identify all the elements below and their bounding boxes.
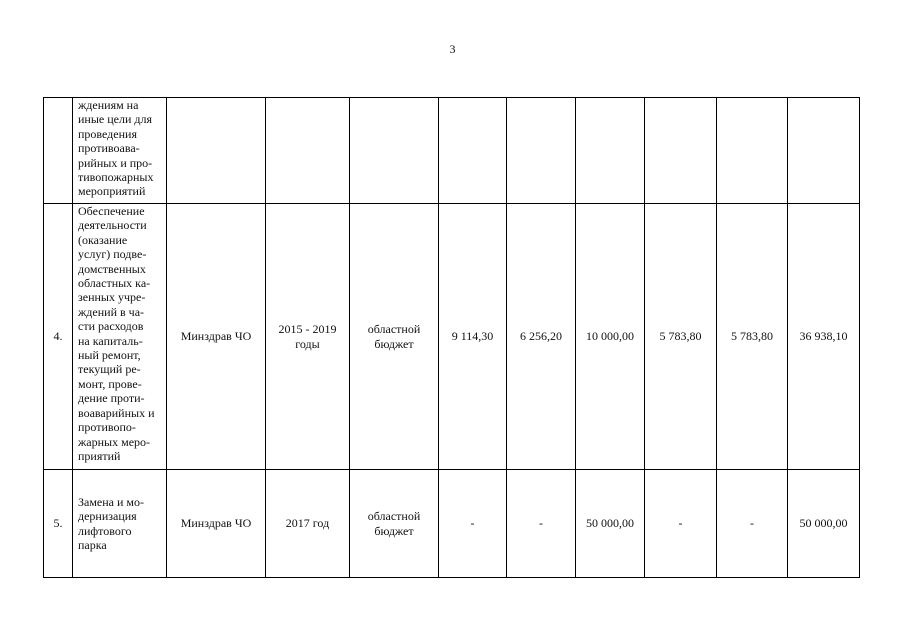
funding-source-cell — [350, 204, 439, 470]
total-amount-cell — [788, 98, 860, 204]
amount-cell: 10 000,00 — [576, 204, 645, 470]
amount-cell: - — [507, 470, 576, 578]
description-line: деятельности — [78, 218, 147, 233]
description-line: тивопожарных — [78, 170, 154, 185]
table-row — [44, 204, 860, 470]
description-line: иные цели для — [78, 112, 153, 127]
description-line: дернизация — [78, 509, 137, 524]
description-line: воаварийных и — [78, 405, 155, 420]
row-number-cell: 5. — [44, 470, 73, 578]
description-cell — [73, 98, 167, 204]
description-line: монт, прове- — [78, 376, 142, 391]
funding-source-line: бюджет — [374, 523, 414, 538]
total-amount-cell: 50 000,00 — [788, 470, 860, 578]
description-line: проведения — [78, 126, 137, 141]
funding-source-cell — [350, 98, 439, 204]
description-line: на капиталь- — [78, 333, 143, 348]
description-line: Замена и мо- — [78, 494, 145, 509]
period-line: 2017 год — [285, 516, 330, 531]
period-line: годы — [295, 336, 320, 351]
amount-cell: 5 783,80 — [717, 204, 788, 470]
row-number-cell — [44, 98, 73, 204]
description-line: приятий — [78, 448, 121, 463]
amount-cell — [439, 98, 507, 204]
total-amount-cell: 36 938,10 — [788, 204, 860, 470]
description-line: зенных учре- — [78, 290, 146, 305]
description-line: противоава- — [78, 141, 140, 156]
executor-cell: Минздрав ЧО — [167, 470, 266, 578]
description-line: Обеспечение — [78, 204, 145, 218]
table-body — [44, 98, 860, 578]
amount-cell: 6 256,20 — [507, 204, 576, 470]
description-line: услуг) подве- — [78, 247, 147, 262]
funding-source-cell — [350, 470, 439, 578]
executor-cell: Минздрав ЧО — [167, 204, 266, 470]
description-line: ждений в ча- — [78, 304, 145, 319]
table-row — [44, 470, 860, 578]
description-line: ждениям на — [78, 98, 139, 112]
amount-cell — [576, 98, 645, 204]
amount-cell: - — [645, 470, 717, 578]
amount-cell: 5 783,80 — [645, 204, 717, 470]
period-cell — [266, 470, 350, 578]
budget-table — [43, 97, 860, 578]
funding-source-line: областной — [367, 322, 421, 337]
description-line: (оказание — [78, 232, 128, 247]
amount-cell: - — [439, 470, 507, 578]
description-line: областных ка- — [78, 276, 151, 291]
table-row — [44, 98, 860, 204]
description-line: лифтового — [78, 523, 132, 538]
description-line: дение проти- — [78, 391, 145, 406]
description-line: мероприятий — [78, 184, 146, 199]
amount-cell — [645, 98, 717, 204]
period-cell — [266, 98, 350, 204]
description-line: рийных и про- — [78, 155, 153, 170]
description-line: сти расходов — [78, 319, 144, 334]
amount-cell: 9 114,30 — [439, 204, 507, 470]
description-line: текущий ре- — [78, 362, 141, 377]
description-cell — [73, 204, 167, 470]
description-line: домственных — [78, 261, 146, 276]
amount-cell — [717, 98, 788, 204]
funding-source-line: бюджет — [374, 336, 414, 351]
row-number-cell: 4. — [44, 204, 73, 470]
funding-source-line: областной — [367, 509, 421, 524]
description-line: жарных меро- — [78, 434, 151, 449]
period-cell — [266, 204, 350, 470]
description-cell — [73, 470, 167, 578]
amount-cell: - — [717, 470, 788, 578]
description-line: противопо- — [78, 420, 136, 435]
description-line: парка — [78, 537, 107, 552]
period-line: 2015 - 2019 — [278, 322, 337, 337]
executor-cell — [167, 98, 266, 204]
page-number: 3 — [449, 42, 456, 56]
description-line: ный ремонт, — [78, 348, 141, 363]
amount-cell — [507, 98, 576, 204]
amount-cell: 50 000,00 — [576, 470, 645, 578]
